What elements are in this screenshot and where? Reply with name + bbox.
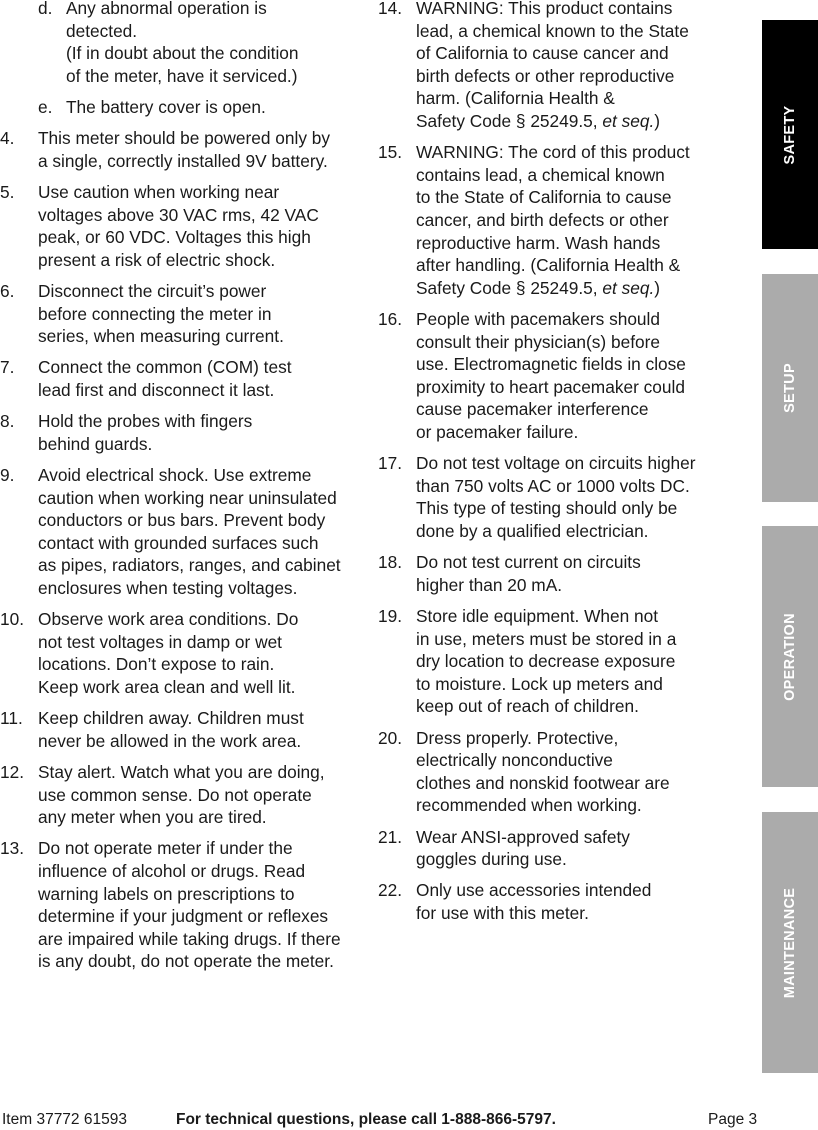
- item-text: [38, 280, 372, 348]
- item-text-line: (If in doubt about the condition: [66, 43, 299, 64]
- item-number: 19.: [378, 606, 403, 626]
- item-text-line: WARNING: The cord of this product: [416, 142, 690, 163]
- item-text-line: is any doubt, do not operate the meter.: [38, 951, 334, 972]
- item-text-line: or pacemaker failure.: [416, 421, 579, 442]
- item-text-line: any meter when you are tired.: [38, 807, 267, 828]
- item-number: 14.: [378, 0, 403, 18]
- safety-item: [0, 0, 372, 87]
- item-text-line: behind guards.: [38, 433, 153, 454]
- safety-item: [378, 308, 723, 444]
- item-text-line: to the State of California to cause: [416, 187, 672, 208]
- item-text-line: clothes and nonskid footwear are: [416, 772, 670, 793]
- item-text: [416, 727, 723, 817]
- item-text-line: Keep work area clean and well lit.: [38, 676, 296, 697]
- item-text: [38, 464, 372, 600]
- safety-item: [378, 879, 723, 924]
- item-number: 21.: [378, 826, 403, 847]
- item-text-line: lead first and disconnect it last.: [38, 379, 275, 400]
- item-text-line: of the meter, have it serviced.): [66, 65, 298, 86]
- item-text-line: Only use accessories intended: [416, 880, 652, 901]
- item-text-line: harm. (California Health &: [416, 88, 615, 109]
- item-text-line: caution when working near uninsulated: [38, 487, 337, 508]
- item-text: [38, 707, 372, 752]
- item-text-line: voltages above 30 VAC rms, 42 VAC: [38, 204, 319, 225]
- citation-et-seq: et seq.: [602, 110, 655, 131]
- item-text-line: before connecting the meter in: [38, 303, 272, 324]
- item-text-line: peak, or 60 VDC. Voltages this high: [38, 227, 311, 248]
- tab-operation-label: OPERATION: [782, 612, 798, 701]
- item-text-line: birth defects or other reproductive: [416, 65, 675, 86]
- item-text-line: Do not operate meter if under the: [38, 838, 293, 859]
- item-number: d.: [38, 0, 53, 18]
- item-text: [38, 608, 372, 698]
- tab-maintenance[interactable]: [762, 812, 818, 1073]
- safety-item: [378, 0, 723, 133]
- item-text-line: Observe work area conditions. Do: [38, 609, 299, 630]
- item-text: [416, 0, 723, 133]
- item-text-line: in use, meters must be stored in a: [416, 628, 677, 649]
- item-text: [416, 141, 723, 299]
- item-text: [66, 96, 372, 119]
- item-text-line: reproductive harm. Wash hands: [416, 232, 661, 253]
- safety-item: [378, 551, 723, 596]
- item-text-line: proximity to heart pacemaker could: [416, 376, 685, 397]
- safety-item: [378, 452, 723, 542]
- item-text-line: use. Electromagnetic fields in close: [416, 354, 686, 375]
- item-text: [416, 605, 723, 718]
- item-text-line: electrically nonconductive: [416, 750, 613, 771]
- tab-safety-label: SAFETY: [782, 105, 798, 164]
- item-number: 10.: [0, 609, 25, 630]
- tab-setup[interactable]: [762, 274, 818, 502]
- item-text: [38, 127, 372, 172]
- item-text: [416, 879, 723, 924]
- item-text-line: done by a qualified electrician.: [416, 520, 649, 541]
- footer-page-number: Page 3: [708, 1111, 758, 1128]
- tab-operation[interactable]: [762, 526, 818, 787]
- item-text-line: as pipes, radiators, ranges, and cabinet: [38, 555, 341, 576]
- item-number: 12.: [0, 762, 25, 782]
- item-number: 8.: [0, 411, 15, 432]
- item-text-line: goggles during use.: [416, 849, 567, 870]
- item-text-line: consult their physician(s) before: [416, 331, 660, 352]
- item-text-line: present a risk of electric shock.: [38, 249, 276, 270]
- item-text-line: WARNING: This product contains: [416, 0, 673, 18]
- item-text-line: The battery cover is open.: [66, 97, 266, 117]
- item-text-line: Any abnormal operation is: [66, 0, 267, 18]
- item-number: 15.: [378, 142, 403, 163]
- item-text-line: higher than 20 mA.: [416, 574, 563, 595]
- citation-text: Safety Code § 25249.5,: [416, 110, 603, 131]
- item-text-line: Dress properly. Protective,: [416, 727, 619, 748]
- citation-close: ): [654, 110, 661, 131]
- item-text-line: to moisture. Lock up meters and: [416, 673, 663, 694]
- item-number: 16.: [378, 309, 403, 329]
- item-text-line: enclosures when testing voltages.: [38, 577, 298, 598]
- item-text: [416, 826, 723, 871]
- citation-close: ): [654, 277, 661, 298]
- item-text-line: This meter should be powered only by: [38, 128, 331, 149]
- item-text-line: a single, correctly installed 9V battery.: [38, 150, 328, 171]
- tab-maintenance-label: MAINTENANCE: [782, 887, 798, 998]
- item-text-line: People with pacemakers should: [416, 309, 660, 329]
- item-text-line: influence of alcohol or drugs. Read: [38, 860, 306, 881]
- item-text-line: Do not test voltage on circuits higher: [416, 453, 696, 474]
- safety-item: [0, 127, 372, 172]
- safety-item: [0, 608, 372, 698]
- item-text-line: Keep children away. Children must: [38, 708, 304, 729]
- safety-item: [378, 605, 723, 718]
- item-text-line: after handling. (California Health &: [416, 255, 681, 276]
- item-number: 6.: [0, 281, 15, 301]
- item-text-line: keep out of reach of children.: [416, 696, 639, 717]
- item-text: [416, 452, 723, 542]
- safety-item: [0, 464, 372, 600]
- item-number: 18.: [378, 552, 403, 573]
- item-text-line: locations. Don’t expose to rain.: [38, 654, 275, 675]
- item-number: 17.: [378, 453, 403, 474]
- safety-item: [0, 837, 372, 973]
- item-number: 9.: [0, 465, 15, 485]
- item-text: [38, 837, 372, 973]
- safety-item: [0, 280, 372, 348]
- item-text-line: for use with this meter.: [416, 902, 589, 923]
- item-number: 13.: [0, 838, 25, 859]
- item-text: [38, 761, 372, 829]
- tab-setup-label: SETUP: [782, 363, 798, 413]
- item-text-line: never be allowed in the work area.: [38, 730, 302, 751]
- safety-item: [378, 727, 723, 817]
- item-number: 22.: [378, 880, 403, 901]
- item-text: [416, 308, 723, 444]
- item-text: [38, 181, 372, 271]
- item-text-line: contact with grounded surfaces such: [38, 532, 319, 553]
- item-text-line: cancer, and birth defects or other: [416, 209, 669, 230]
- tab-safety[interactable]: [762, 20, 818, 249]
- citation-text: Safety Code § 25249.5,: [416, 277, 603, 298]
- safety-item: [0, 96, 372, 119]
- item-number: 7.: [0, 357, 15, 378]
- item-text-line: Do not test current on circuits: [416, 552, 641, 573]
- safety-item: [0, 410, 372, 455]
- item-text-line: not test voltages in damp or wet: [38, 631, 282, 652]
- item-text-line: Avoid electrical shock. Use extreme: [38, 465, 312, 485]
- safety-item: [378, 826, 723, 871]
- item-number: 5.: [0, 182, 15, 202]
- item-text-line: Wear ANSI-approved safety: [416, 826, 630, 847]
- item-text: [38, 356, 372, 401]
- item-text-line: Use caution when working near: [38, 182, 280, 202]
- legal-citation: [416, 110, 723, 133]
- item-text-line: than 750 volts AC or 1000 volts DC.: [416, 475, 690, 496]
- item-text-line: Disconnect the circuit’s power: [38, 281, 267, 301]
- item-text-line: use common sense. Do not operate: [38, 784, 312, 805]
- item-number: 20.: [378, 727, 403, 748]
- legal-citation: [416, 277, 723, 300]
- item-text-line: This type of testing should only be: [416, 498, 678, 519]
- safety-item: [0, 356, 372, 401]
- item-text: [38, 410, 372, 455]
- item-text-line: lead, a chemical known to the State: [416, 20, 689, 41]
- item-text-line: Connect the common (COM) test: [38, 357, 292, 378]
- item-text-line: Stay alert. Watch what you are doing,: [38, 762, 325, 782]
- item-text-line: are impaired while taking drugs. If there: [38, 928, 341, 949]
- item-text-line: detected.: [66, 20, 138, 41]
- footer-item-number: Item 37772 61593: [2, 1111, 127, 1128]
- item-number: e.: [38, 97, 53, 117]
- item-text-line: recommended when working.: [416, 795, 642, 816]
- item-text-line: conductors or bus bars. Prevent body: [38, 510, 326, 531]
- item-text: [66, 0, 372, 87]
- item-text-line: dry location to decrease exposure: [416, 651, 676, 672]
- item-text-line: Store idle equipment. When not: [416, 606, 659, 626]
- item-text: [416, 551, 723, 596]
- safety-item: [0, 707, 372, 752]
- item-text-line: cause pacemaker interference: [416, 399, 649, 420]
- footer-contact: For technical questions, please call 1-888-866-5797.: [176, 1111, 556, 1128]
- item-text-line: warning labels on prescriptions to: [38, 883, 295, 904]
- item-text-line: contains lead, a chemical known: [416, 164, 665, 185]
- item-text-line: Hold the probes with fingers: [38, 411, 253, 432]
- safety-item: [0, 761, 372, 829]
- safety-item: [0, 181, 372, 271]
- item-text-line: of California to cause cancer and: [416, 43, 669, 64]
- safety-item: [378, 141, 723, 299]
- item-text-line: series, when measuring current.: [38, 326, 284, 347]
- item-text-line: determine if your judgment or reflexes: [38, 906, 329, 927]
- item-number: 11.: [0, 708, 23, 729]
- item-number: 4.: [0, 128, 15, 149]
- citation-et-seq: et seq.: [602, 277, 655, 298]
